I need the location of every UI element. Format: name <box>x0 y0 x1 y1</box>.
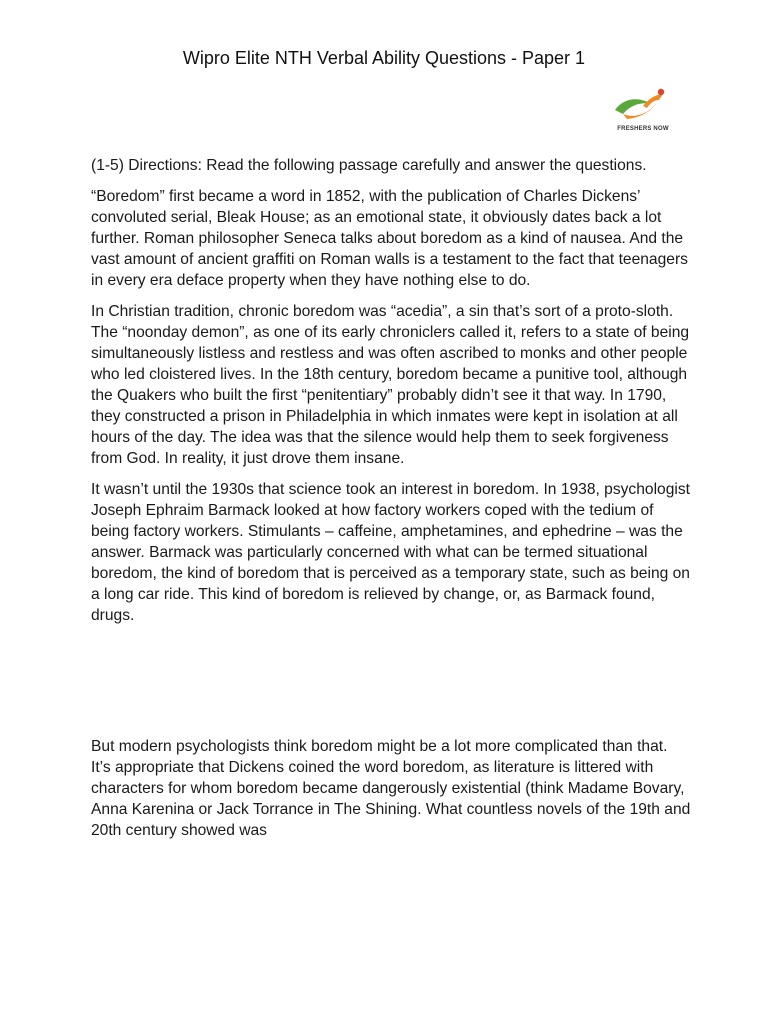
page-gap <box>91 636 691 736</box>
passage <box>91 155 691 851</box>
logo-text: FRESHERS NOW <box>617 126 669 132</box>
passage-paragraph-3: It wasn’t until the 1930s that science took an interest in boredom. In 1938, psychologist Joseph Ephraim Barmack looked at how factory workers coped with the tedium of being factory workers. Stimulants – caffeine, amphetamines, and ephedrine – was the answer. Barmack was particularly concerned with what can be termed situational boredom, the kind of boredom that is perceived as a temporary state, such as being on a long car ride. This kind of boredom is relieved by change, or, as Barmack found, drugs. <box>91 481 690 624</box>
freshers-now-logo-icon <box>613 88 669 124</box>
directions-paragraph: (1-5) Directions: Read the following passage carefully and answer the questions. <box>91 157 647 174</box>
page-title: Wipro Elite NTH Verbal Ability Questions - Paper 1 <box>182 48 586 68</box>
freshers-now-logo <box>608 88 678 138</box>
passage-paragraph-4: But modern psychologists think boredom might be a lot more complicated than that. It’s appropriate that Dickens coined the word boredom, as literature is littered with characters for whom boredom became dangerously existential (think Madame Bovary, Anna Karenina or Jack Torrance in The Shining. What countless novels of the 19th and 20th century showed was <box>91 738 691 839</box>
passage-paragraph-1: “Boredom” first became a word in 1852, with the publication of Charles Dickens’ convoluted serial, Bleak House; as an emotional state, it obviously dates back a lot further. Roman philosopher Seneca talks about boredom as a kind of nausea. And the vast amount of ancient graffiti on Roman walls is a testament to the fact that teenagers in every era deface property when they have nothing else to do. <box>91 188 688 289</box>
passage-paragraph-2: In Christian tradition, chronic boredom was “acedia”, a sin that’s sort of a proto-sloth. The “noonday demon”, as one of its early chroniclers called it, refers to a state of being simultaneously listless and restless and was often ascribed to monks and other people who led cloistered lives. In the 18th century, boredom became a punitive tool, although the Quakers who built the first “penitentiary” probably didn’t see it that way. In 1790, they constructed a prison in Philadelphia in which inmates were kept in isolation at all hours of the day. The idea was that the silence would help them to seek forgiveness from God. In reality, it just drove them insane. <box>91 303 690 467</box>
